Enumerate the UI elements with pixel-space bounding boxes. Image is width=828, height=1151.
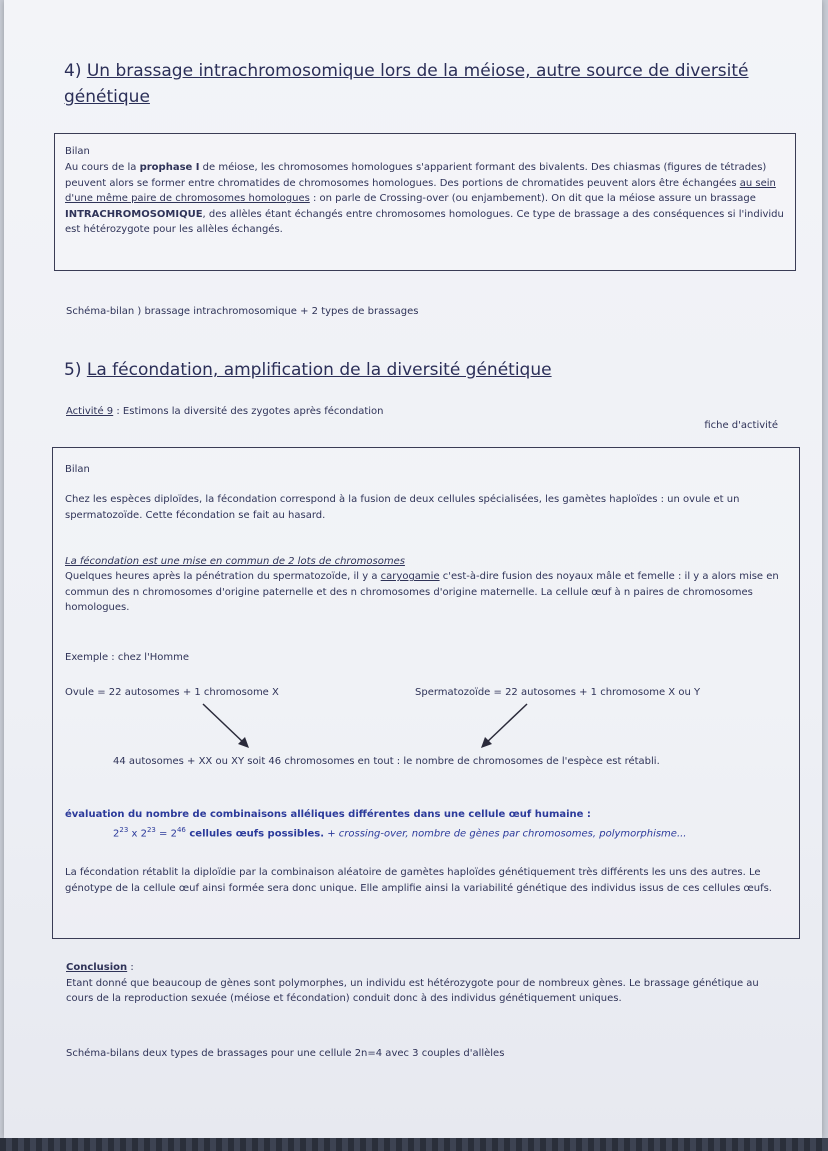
bilan-2-para-3: La fécondation rétablit la diploïdie par la combinaison aléatoire de gamètes haploïdes génétiquement très différents les uns des autres. Le génotype de la cellule œuf ainsi formée sera donc unique. Elle amplifie ainsi la variabilité génétique des individus issus de ces cellules œufs. xyxy=(65,867,772,894)
arrow-sperm xyxy=(485,704,527,744)
ovule-formula: Ovule = 22 autosomes + 1 chromosome X xyxy=(65,687,279,698)
conclusion: Conclusion : Etant donné que beaucoup de gènes sont polymorphes, un individu est hétérozygote pour de nombreux gènes. Le brassage génétique au cours de la reproduction sexuée (méiose et fécondation) conduit donc à des individus génétiquement uniques. xyxy=(66,962,759,1004)
activity-9: Activité 9 : Estimons la diversité des zygotes après fécondation xyxy=(66,406,384,417)
bilan-1-label: Bilan xyxy=(65,146,90,157)
conclusion-label: Conclusion xyxy=(66,962,128,973)
document-page xyxy=(4,0,822,1138)
example-label: Exemple : chez l'Homme xyxy=(65,652,190,663)
bilan-2-subtitle: La fécondation est une mise en commun de 2 lots de chromosomes xyxy=(65,556,405,567)
conclusion-text: Etant donné que beaucoup de gènes sont polymorphes, un individu est hétérozygote pour de nombreux gènes. Le brassage génétique au cours de la reproduction sexuée (méiose et fécondation) conduit donc à des individus génétiquement uniques. xyxy=(66,977,759,1004)
section-4-heading: 4) Un brassage intrachromosomique lors de la méiose, autre source de diversité génétique xyxy=(64,61,749,107)
bilan-2-label: Bilan xyxy=(65,464,90,475)
arrow-ovule xyxy=(203,704,245,744)
bilan-1-text: Au cours de la prophase I de méiose, les chromosomes homologues s'apparient formant des bivalents. Des chiasmas (figures de tétrades) peuvent alors se former entre chromatides de chromosomes homologues. Des portions de chromatides peuvent alors être échangées au sein d'une même paire de chromosomes homologues : on parle de Crossing-over (ou enjambement). On dit que la méiose assure un brassage INTRACHROMOSOMIQUE, des allèles étant échangés entre chromosomes homologues. Ce type de brassage a des conséquences si l'individu est hétérozygote pour les allèles échangés. xyxy=(65,162,784,235)
section-5-heading: 5) La fécondation, amplification de la diversité génétique xyxy=(64,360,552,380)
schema-bilan-1: Schéma-bilan ) brassage intrachromosomique + 2 types de brassages xyxy=(66,306,419,317)
fiche-activite-label: fiche d'activité xyxy=(704,420,778,431)
schema-bilan-2: Schéma-bilans deux types de brassages pour une cellule 2n=4 avec 3 couples d'allèles xyxy=(66,1048,505,1059)
fusion-result: 44 autosomes + XX ou XY soit 46 chromosomes en tout : le nombre de chromosomes de l'espèce est rétabli. xyxy=(113,756,660,767)
bilan-box-2 xyxy=(52,447,800,939)
sperm-formula: Spermatozoïde = 22 autosomes + 1 chromosome X ou Y xyxy=(415,687,701,698)
evaluation-heading: évaluation du nombre de combinaisons alléliques différentes dans une cellule œuf humaine : xyxy=(65,809,591,820)
bilan-box-1 xyxy=(54,133,796,271)
bottom-edge xyxy=(0,1138,828,1151)
arrows-diagram xyxy=(53,448,799,768)
bilan-2-para-2: Quelques heures après la pénétration du spermatozoïde, il y a caryogamie c'est-à-dire fusion des noyaux mâle et femelle : il y a alors mise en commun des n chromosomes d'origine paternelle et des n chromosomes d'origine maternelle. La cellule œuf à n paires de chromosomes homologues. xyxy=(65,571,779,613)
bilan-2-para-1: Chez les espèces diploïdes, la fécondation correspond à la fusion de deux cellules spécialisées, les gamètes haploïdes : un ovule et un spermatozoïde. Cette fécondation se fait au hasard. xyxy=(65,494,740,521)
combination-calc: $2^{23}$ x $2^{23} = 2^{46}$ cellules œufs possibles. + crossing-over, nombre de gènes par chromosomes, polymorphisme... xyxy=(113,826,687,840)
